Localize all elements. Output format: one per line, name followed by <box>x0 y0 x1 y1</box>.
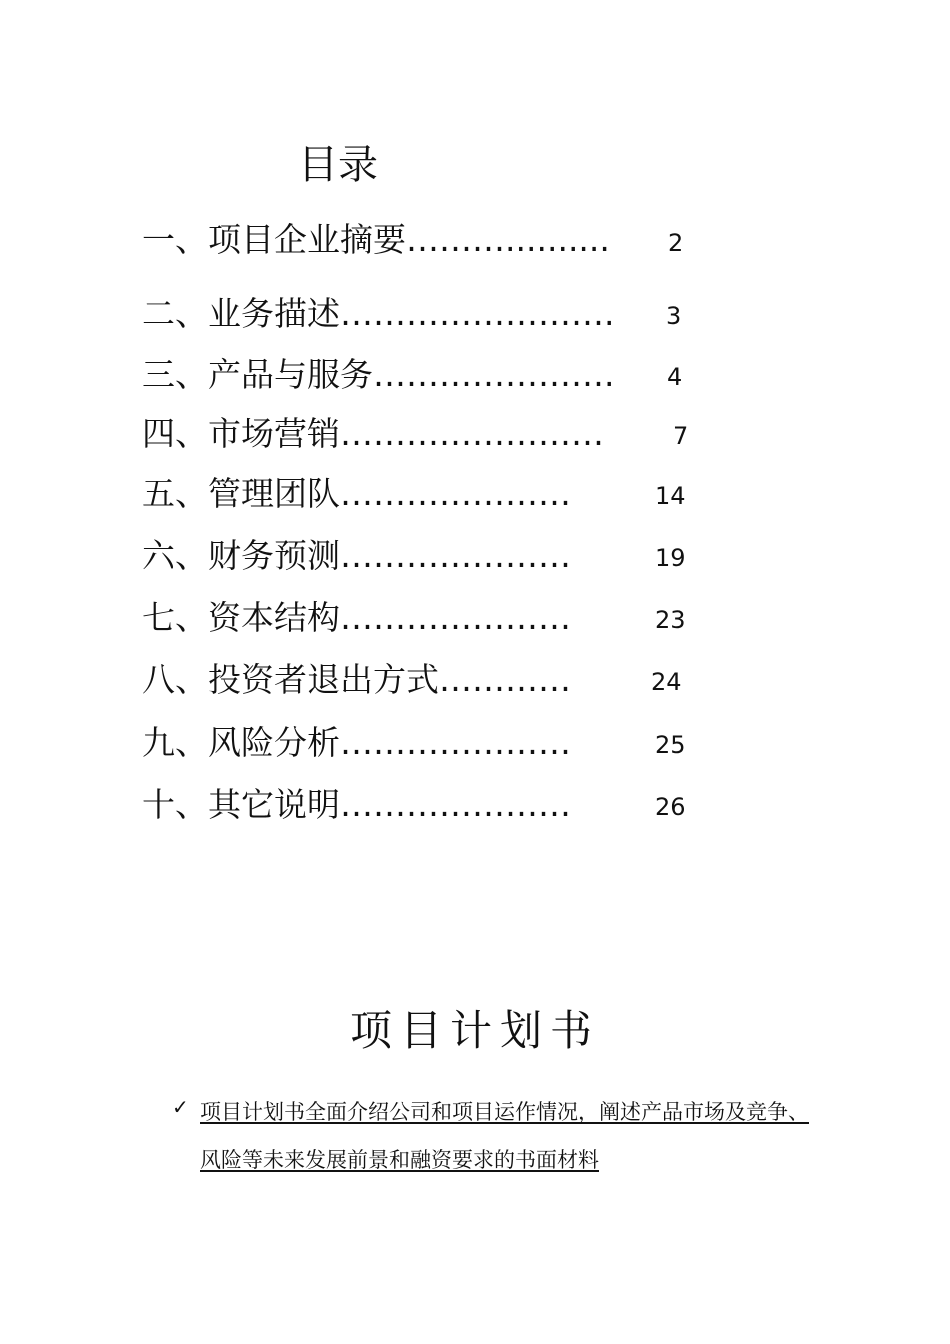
document-description: 项目计划书全面介绍公司和项目运作情况，阐述产品市场及竞争、风险等未来发展前景和融资要求的书面材料 <box>200 1100 809 1172</box>
toc-page-8: 24 <box>651 668 682 696</box>
toc-entry-6: 六、财务预测………………… <box>142 536 571 575</box>
toc-page-7: 23 <box>655 606 686 634</box>
toc-title: 目录 <box>298 142 378 188</box>
toc-entry-2: 二、业务描述……………………. <box>142 294 615 333</box>
toc-entry-9: 九、风险分析………………… <box>142 723 571 762</box>
toc-entry-4: 四、市场营销…………………… <box>142 414 604 453</box>
toc-page-9: 25 <box>655 731 686 759</box>
toc-entry-5: 五、管理团队………………… <box>142 474 571 513</box>
toc-entry-10: 十、其它说明………………… <box>142 785 571 824</box>
toc-page-4: 7 <box>673 422 689 450</box>
document-title: 项目计划书 <box>349 1006 600 1055</box>
toc-page-1: 2 <box>668 229 684 257</box>
toc-entry-1: 一、项目企业摘要……….......... <box>142 220 610 259</box>
checkmark-icon: ✓ <box>172 1095 189 1119</box>
toc-entry-8: 八、投资者退出方式………… <box>142 660 571 699</box>
toc-page-2: 3 <box>666 302 682 330</box>
toc-page-3: 4 <box>667 363 683 391</box>
toc-page-10: 26 <box>655 793 686 821</box>
toc-entry-3: 三、产品与服务…………………. <box>142 355 615 394</box>
toc-entry-7: 七、资本结构………………… <box>142 598 571 637</box>
toc-page-6: 19 <box>655 544 686 572</box>
toc-page-5: 14 <box>655 482 686 510</box>
